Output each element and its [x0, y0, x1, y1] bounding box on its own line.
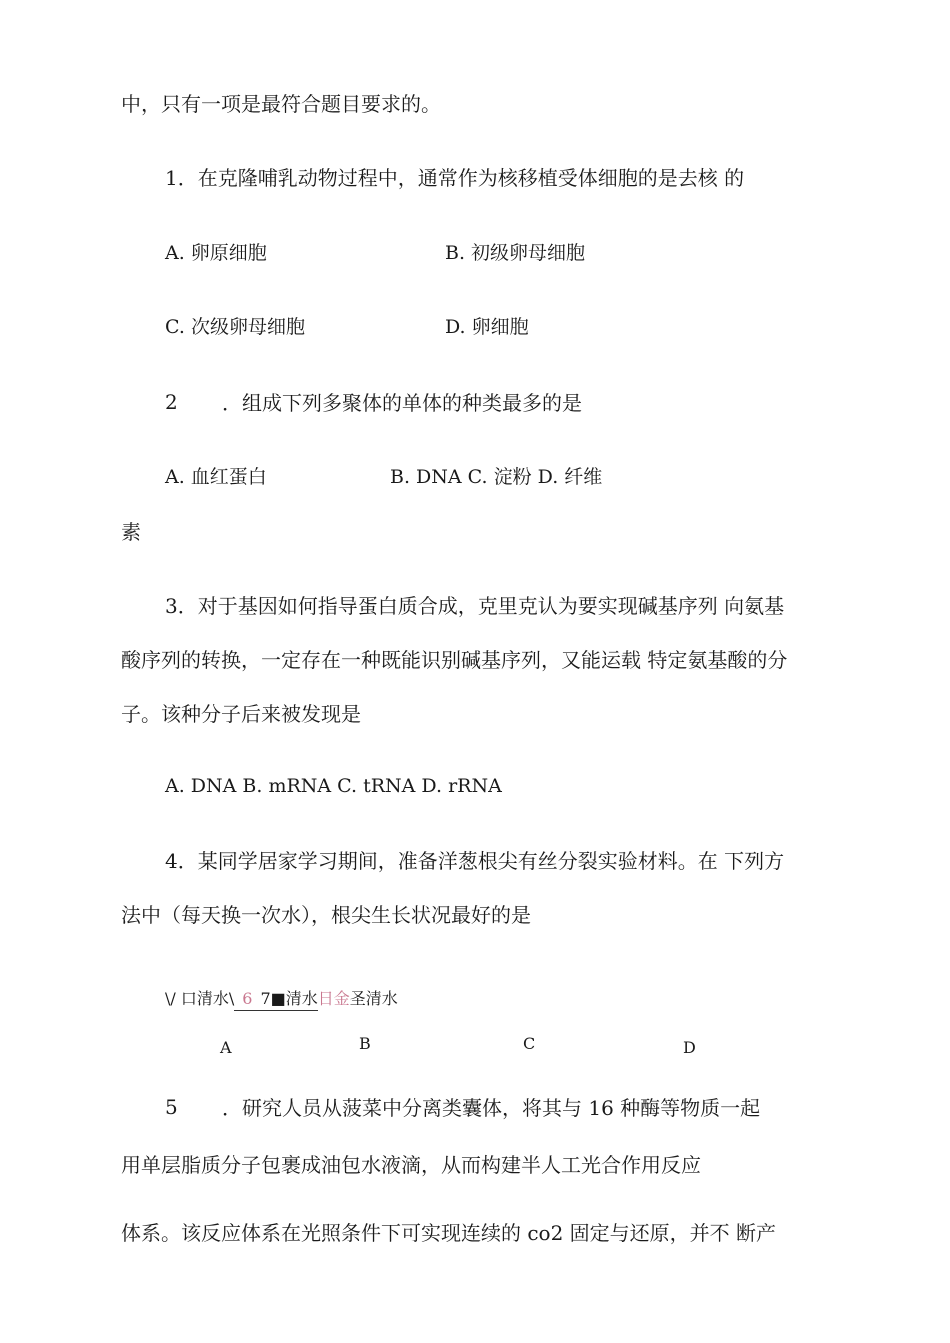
q4-figure-labels: [165, 988, 398, 1011]
question-5-line-3: 体系。该反应体系在光照条件下可实现连续的 co2 固定与还原，并不 断产: [121, 1221, 777, 1245]
figure-letter-c: C: [523, 1034, 536, 1053]
figure-label-part-1: \/ 口清水\: [165, 989, 235, 1008]
question-5-line-1: ．研究人员从菠菜中分离类囊体，将其与 16 种酶等物质一起: [222, 1096, 761, 1120]
question-2-text: ．组成下列多聚体的单体的种类最多的是: [222, 391, 582, 415]
q3-options: A. DNA B. mRNA C. tRNA D. rRNA: [165, 775, 502, 797]
figure-label-part-2: 6: [242, 989, 253, 1008]
q2-options-bcd: B. DNA C. 淀粉 D. 纤维: [390, 466, 603, 488]
q1-option-b: B. 初级卵母细胞: [445, 242, 586, 264]
q2-option-d-continued: 素: [121, 520, 141, 544]
q1-option-a: A. 卵原细胞: [165, 242, 267, 264]
figure-letter-b: B: [359, 1034, 371, 1053]
figure-label-part-4: 日金: [317, 989, 350, 1008]
question-4-line-2: 法中（每天换一次水），根尖生长状况最好的是: [121, 903, 531, 927]
question-3-line-3: 子。该种分子后来被发现是: [121, 702, 361, 726]
question-3-line-1: 3．对于基因如何指导蛋白质合成，克里克认为要实现碱基序列 向氨基: [165, 594, 785, 618]
figure-label-part-3: 7■清水: [260, 989, 318, 1008]
figure-letter-d: D: [683, 1038, 696, 1057]
question-5-line-2: 用单层脂质分子包裹成油包水液滴，从而构建半人工光合作用反应: [121, 1153, 701, 1177]
intro-line: 中，只有一项是最符合题目要求的。: [121, 92, 441, 116]
question-1-text: 1．在克隆哺乳动物过程中，通常作为核移植受体细胞的是去核 的: [165, 166, 745, 190]
figure-letter-a: A: [220, 1038, 232, 1057]
question-3-line-2: 酸序列的转换，一定存在一种既能识别碱基序列，又能运载 特定氨基酸的分: [121, 648, 788, 672]
question-5-number: 5: [165, 1095, 178, 1119]
question-2-number: 2: [165, 390, 178, 414]
q1-option-d: D. 卵细胞: [445, 316, 529, 338]
q2-option-a: A. 血红蛋白: [165, 466, 267, 488]
question-4-line-1: 4．某同学居家学习期间，准备洋葱根尖有丝分裂实验材料。在 下列方: [165, 849, 785, 873]
figure-label-part-5: 圣清水: [349, 989, 398, 1008]
q1-option-c: C. 次级卵母细胞: [165, 316, 305, 338]
